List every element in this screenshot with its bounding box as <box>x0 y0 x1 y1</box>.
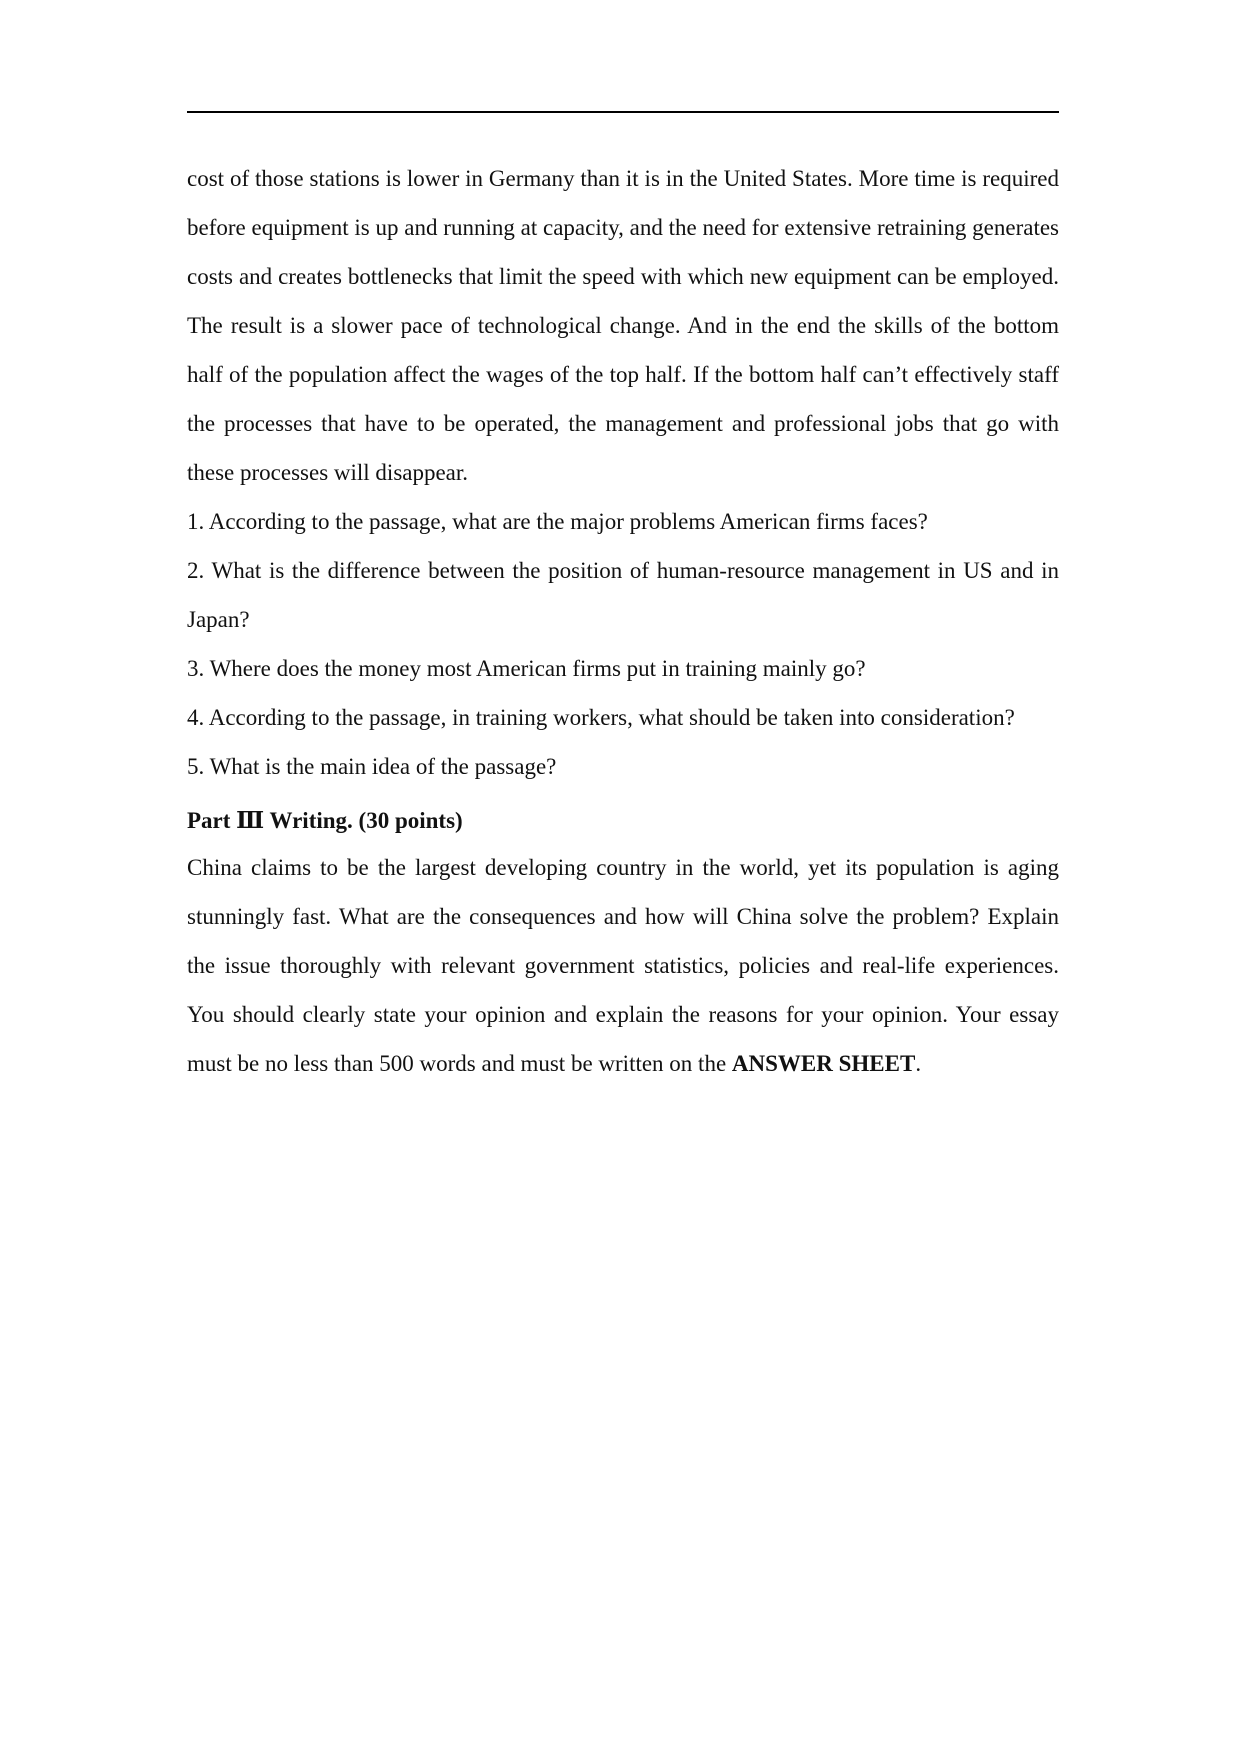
question-3: 3. Where does the money most American firms put in training mainly go? <box>187 656 866 681</box>
header-rule <box>187 111 1059 113</box>
part3-heading: Part Ⅲ Writing. (30 points) <box>187 808 463 833</box>
question-2: 2. What is the difference between the position of human-resource management in US and in Japan? <box>187 558 1059 632</box>
question-1: 1. According to the passage, what are the major problems American firms faces? <box>187 509 928 534</box>
question-5: 5. What is the main idea of the passage? <box>187 754 557 779</box>
passage-paragraph: cost of those stations is lower in Germany than it is in the United States. More time is required before equipment is up and running at capacity, and the need for extensive retraining generates costs and creates bottlenecks that limit the speed with which new equipment can be employed. The result is a slower pace of technological change. And in the end the skills of the bottom half of the population affect the wages of the top half. If the bottom half can’t effectively staff the processes that have to be operated, the management and professional jobs that go with these processes will disappear. <box>187 166 1059 485</box>
question-4: 4. According to the passage, in training workers, what should be taken into consideration? <box>187 705 1015 730</box>
writing-prompt <box>187 843 1059 1088</box>
writing-prompt-end: . <box>915 1051 922 1076</box>
writing-prompt-main: China claims to be the largest developing country in the world, yet its population is aging stunningly fast. What are the consequences and how will China solve the problem? Explain the issue thoroughly with relevant government statistics, policies and real-life experiences. You should clearly state your opinion and explain the reasons for your opinion. Your essay must be no less than 500 words and must be written on the <box>187 855 1059 1076</box>
question-list <box>187 497 1059 791</box>
page-content <box>187 154 1059 1088</box>
answer-sheet-label: ANSWER SHEET <box>731 1051 916 1076</box>
